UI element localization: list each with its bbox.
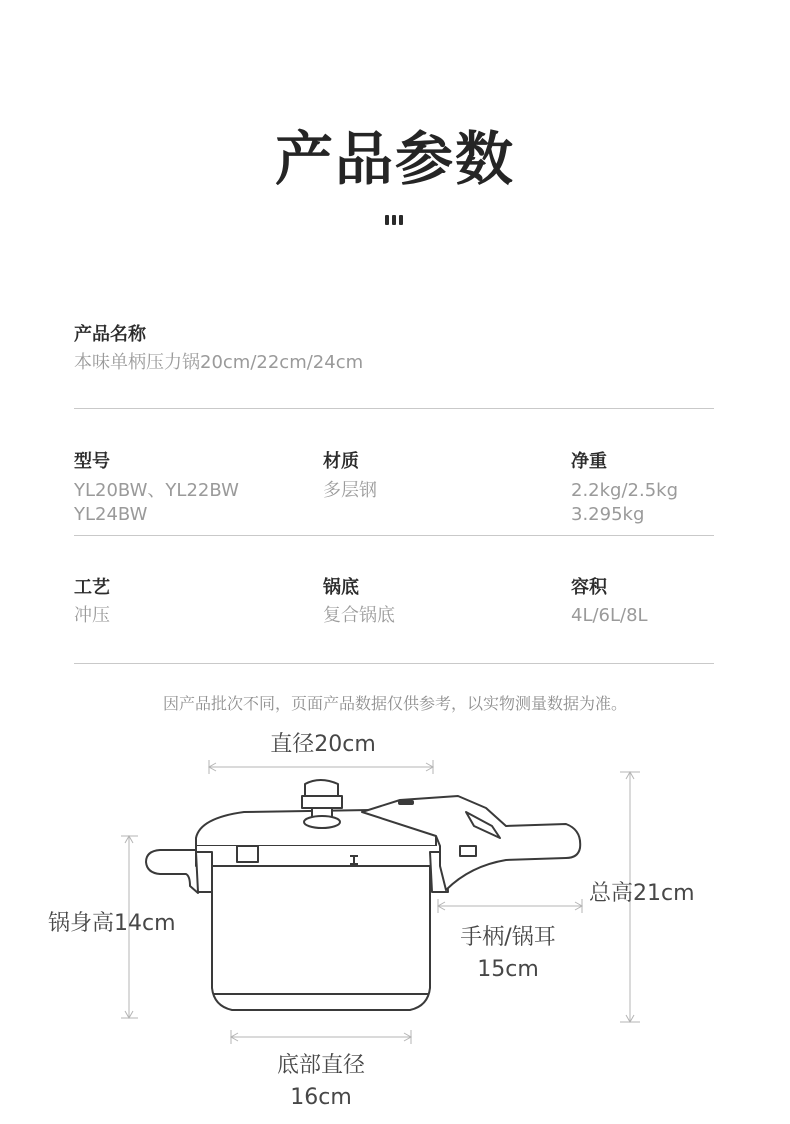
spec-label-bottom: 锅底 <box>323 577 359 598</box>
product-name-label: 产品名称 <box>74 324 146 345</box>
spec-value-bottom: 复合锅底 <box>323 605 395 626</box>
spec-value-capacity: 4L/6L/8L <box>571 605 648 626</box>
spec-label-weight: 净重 <box>571 451 607 472</box>
page-title: 产品参数 <box>274 125 515 193</box>
dimension-body-height: 锅身高14cm <box>48 911 176 936</box>
disclaimer-note: 因产品批次不同，页面产品数据仅供参考，以实物测量数据为准。 <box>162 694 627 713</box>
dimension-bottom-label: 底部直径 <box>276 1053 365 1078</box>
dimension-total-height: 总高21cm <box>589 881 695 906</box>
spec-label-capacity: 容积 <box>571 577 607 598</box>
spec-label-model: 型号 <box>74 451 110 472</box>
spec-label-material: 材质 <box>323 451 359 472</box>
dimension-handle-value: 15cm <box>477 957 539 982</box>
spec-value-weight-2: 3.295kg <box>571 504 645 525</box>
dimension-bottom-value: 16cm <box>290 1085 352 1110</box>
spec-value-weight-1: 2.2kg/2.5kg <box>571 480 679 501</box>
spec-value-model-1: YL20BW、YL22BW <box>74 480 239 501</box>
dimension-diameter: 直径20cm <box>270 732 376 757</box>
spec-value-material: 多层钢 <box>323 480 377 501</box>
spec-value-process: 冲压 <box>74 605 110 626</box>
spec-value-model-2: YL24BW <box>74 504 148 525</box>
dimension-handle-label: 手柄/锅耳 <box>460 925 556 950</box>
spec-label-process: 工艺 <box>74 577 110 598</box>
product-name-value: 本味单柄压力锅20cm/22cm/24cm <box>74 352 364 373</box>
